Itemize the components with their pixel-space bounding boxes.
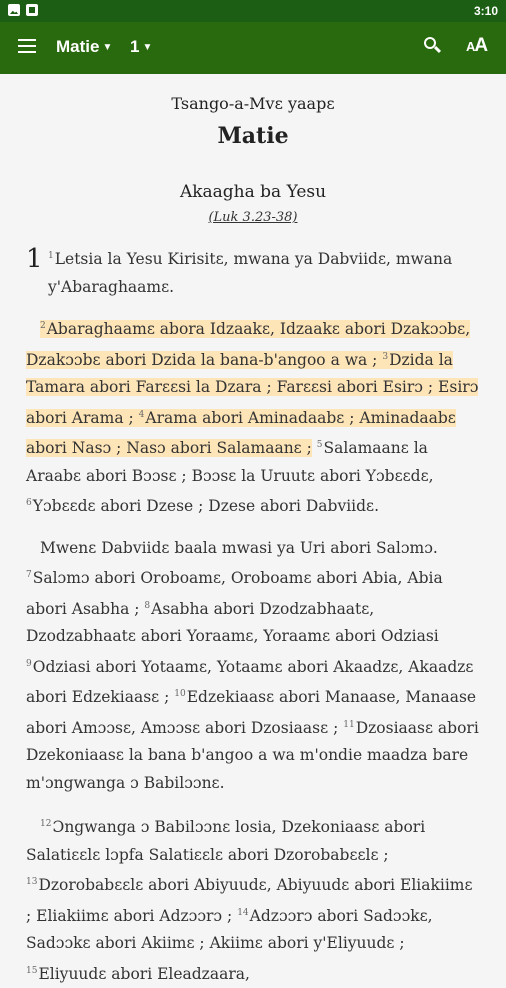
verse-text[interactable]: Salamaanɛ la Araabɛ abori Bɔɔsɛ ; Bɔɔsɛ la Uruutɛ abori Yɔbɛɛdɛ,: [26, 439, 434, 485]
verse-text[interactable]: Odziasi abori Yotaamɛ, Yotaamɛ abori Akaadzɛ, Akaadzɛ abori Edzekiaasɛ ;: [26, 657, 474, 706]
verse-number: 13: [26, 877, 38, 887]
verse-number: 2: [40, 321, 46, 331]
verse-text[interactable]: Salɔmɔ abori Oroboamɛ, Oroboamɛ abori Abia, Abia abori Asabha ;: [26, 569, 443, 618]
paragraph: [26, 313, 480, 521]
verse-number: 8: [144, 600, 151, 611]
verse-text[interactable]: Adzɔɔrɔ abori Sadɔɔkɛ, Sadɔɔkɛ abori Akiimɛ ; Akiimɛ abori y'Eliyuudɛ ;: [26, 906, 433, 952]
highlighted-verse: [26, 320, 478, 457]
reading-pane[interactable]: [0, 74, 506, 983]
verse-text[interactable]: Yɔbɛɛdɛ abori Dzese ; Dzese abori Dabviidɛ.: [32, 497, 380, 515]
chapter-number-drop: 1: [26, 244, 43, 274]
verse-number: 3: [382, 351, 389, 362]
status-bar: [0, 0, 506, 22]
verse-text[interactable]: Dzosiaasɛ abori Dzekoniaasɛ la bana b'angoo a wa m'ondie maadza bare m'ɔngwanga ɔ Babilɔɔnɛ.: [26, 718, 479, 792]
menu-icon[interactable]: [18, 39, 38, 55]
book-name: Matie: [56, 37, 100, 56]
paragraph: [26, 243, 480, 301]
gallery-notification-icon: [8, 4, 20, 16]
verse-number: 15: [26, 965, 38, 976]
section-heading: Akaagha ba Yesu: [179, 182, 327, 202]
verse-number: 14: [237, 907, 249, 918]
verse-number: 9: [26, 658, 32, 669]
verse-number: 10: [174, 689, 186, 699]
caret-down-icon: ▼: [142, 42, 153, 53]
verse-number: 5: [316, 440, 323, 450]
chapter-selector[interactable]: [130, 37, 152, 57]
verse-number: 6: [26, 498, 32, 508]
caret-down-icon: ▼: [102, 42, 113, 53]
verse-number: 1: [48, 251, 54, 261]
status-time: 3:10: [473, 4, 498, 18]
verse-text[interactable]: Ɔngwanga ɔ Babilɔɔnɛ losia, Dzekoniaasɛ abori Salatiɛɛlɛ lɔpfa Salatiɛɛlɛ abori Dzorobabɛɛlɛ ;: [26, 818, 426, 864]
verse-number: 7: [26, 570, 32, 580]
verse-number: 11: [343, 719, 355, 730]
download-notification-icon: [26, 4, 38, 16]
search-icon[interactable]: [424, 37, 444, 57]
verse-text[interactable]: Arama abori Aminadaabɛ ; Aminadaabɛ abori Nasɔ ; Nasɔ abori Salamaanɛ ;: [26, 408, 456, 457]
text-size-button[interactable]: AA: [466, 35, 488, 56]
verse-text[interactable]: Abaraghaamɛ abora Idzaakɛ, Idzaakɛ abori Dzakɔɔbɛ, Dzakɔɔbɛ abori Dzida la bana-b'angoo a wa ;: [26, 320, 471, 369]
chapter-number: 1: [130, 37, 140, 56]
verse-number: 12: [40, 819, 52, 829]
verse-text[interactable]: Dzorobabɛɛlɛ abori Abiyuudɛ, Abiyuudɛ abori Eliakiimɛ ; Eliakiimɛ abori Adzɔɔrɔ ;: [26, 876, 473, 925]
parallel-reference-link[interactable]: (Luk 3.23-38): [208, 210, 298, 225]
book-title: Matie: [217, 123, 289, 149]
verse-text[interactable]: Asabha abori Dzodzabhaatɛ, Dzodzabhaatɛ abori Yoraamɛ, Yoraamɛ abori Odziasi: [26, 599, 439, 645]
paragraph: [26, 811, 480, 988]
app-bar: [0, 22, 506, 74]
verse-text[interactable]: Letsia la Yesu Kirisitɛ, mwana ya Dabviidɛ, mwana y'Abaraghaamɛ.: [48, 250, 453, 296]
paragraph: [26, 535, 480, 798]
verse-number: 4: [138, 409, 145, 420]
book-heading: Tsango-a-Mvɛ yaapɛ: [171, 94, 335, 113]
verse-text[interactable]: Edzekiaasɛ abori Manaase, Manaase abori Amɔɔsɛ, Amɔɔsɛ abori Dzosiaasɛ ;: [26, 688, 477, 737]
verse-text[interactable]: Eliyuudɛ abori Eleadzaara,: [38, 964, 250, 983]
verse-text[interactable]: Dzida la Tamara abori Farɛɛsi la Dzara ; Farɛɛsi abori Esirɔ ; Esirɔ abori Arama ;: [26, 350, 479, 427]
book-selector[interactable]: [56, 37, 112, 57]
verse-text[interactable]: Mwenɛ Dabviidɛ baala mwasi ya Uri abori Salɔmɔ.: [40, 538, 438, 557]
